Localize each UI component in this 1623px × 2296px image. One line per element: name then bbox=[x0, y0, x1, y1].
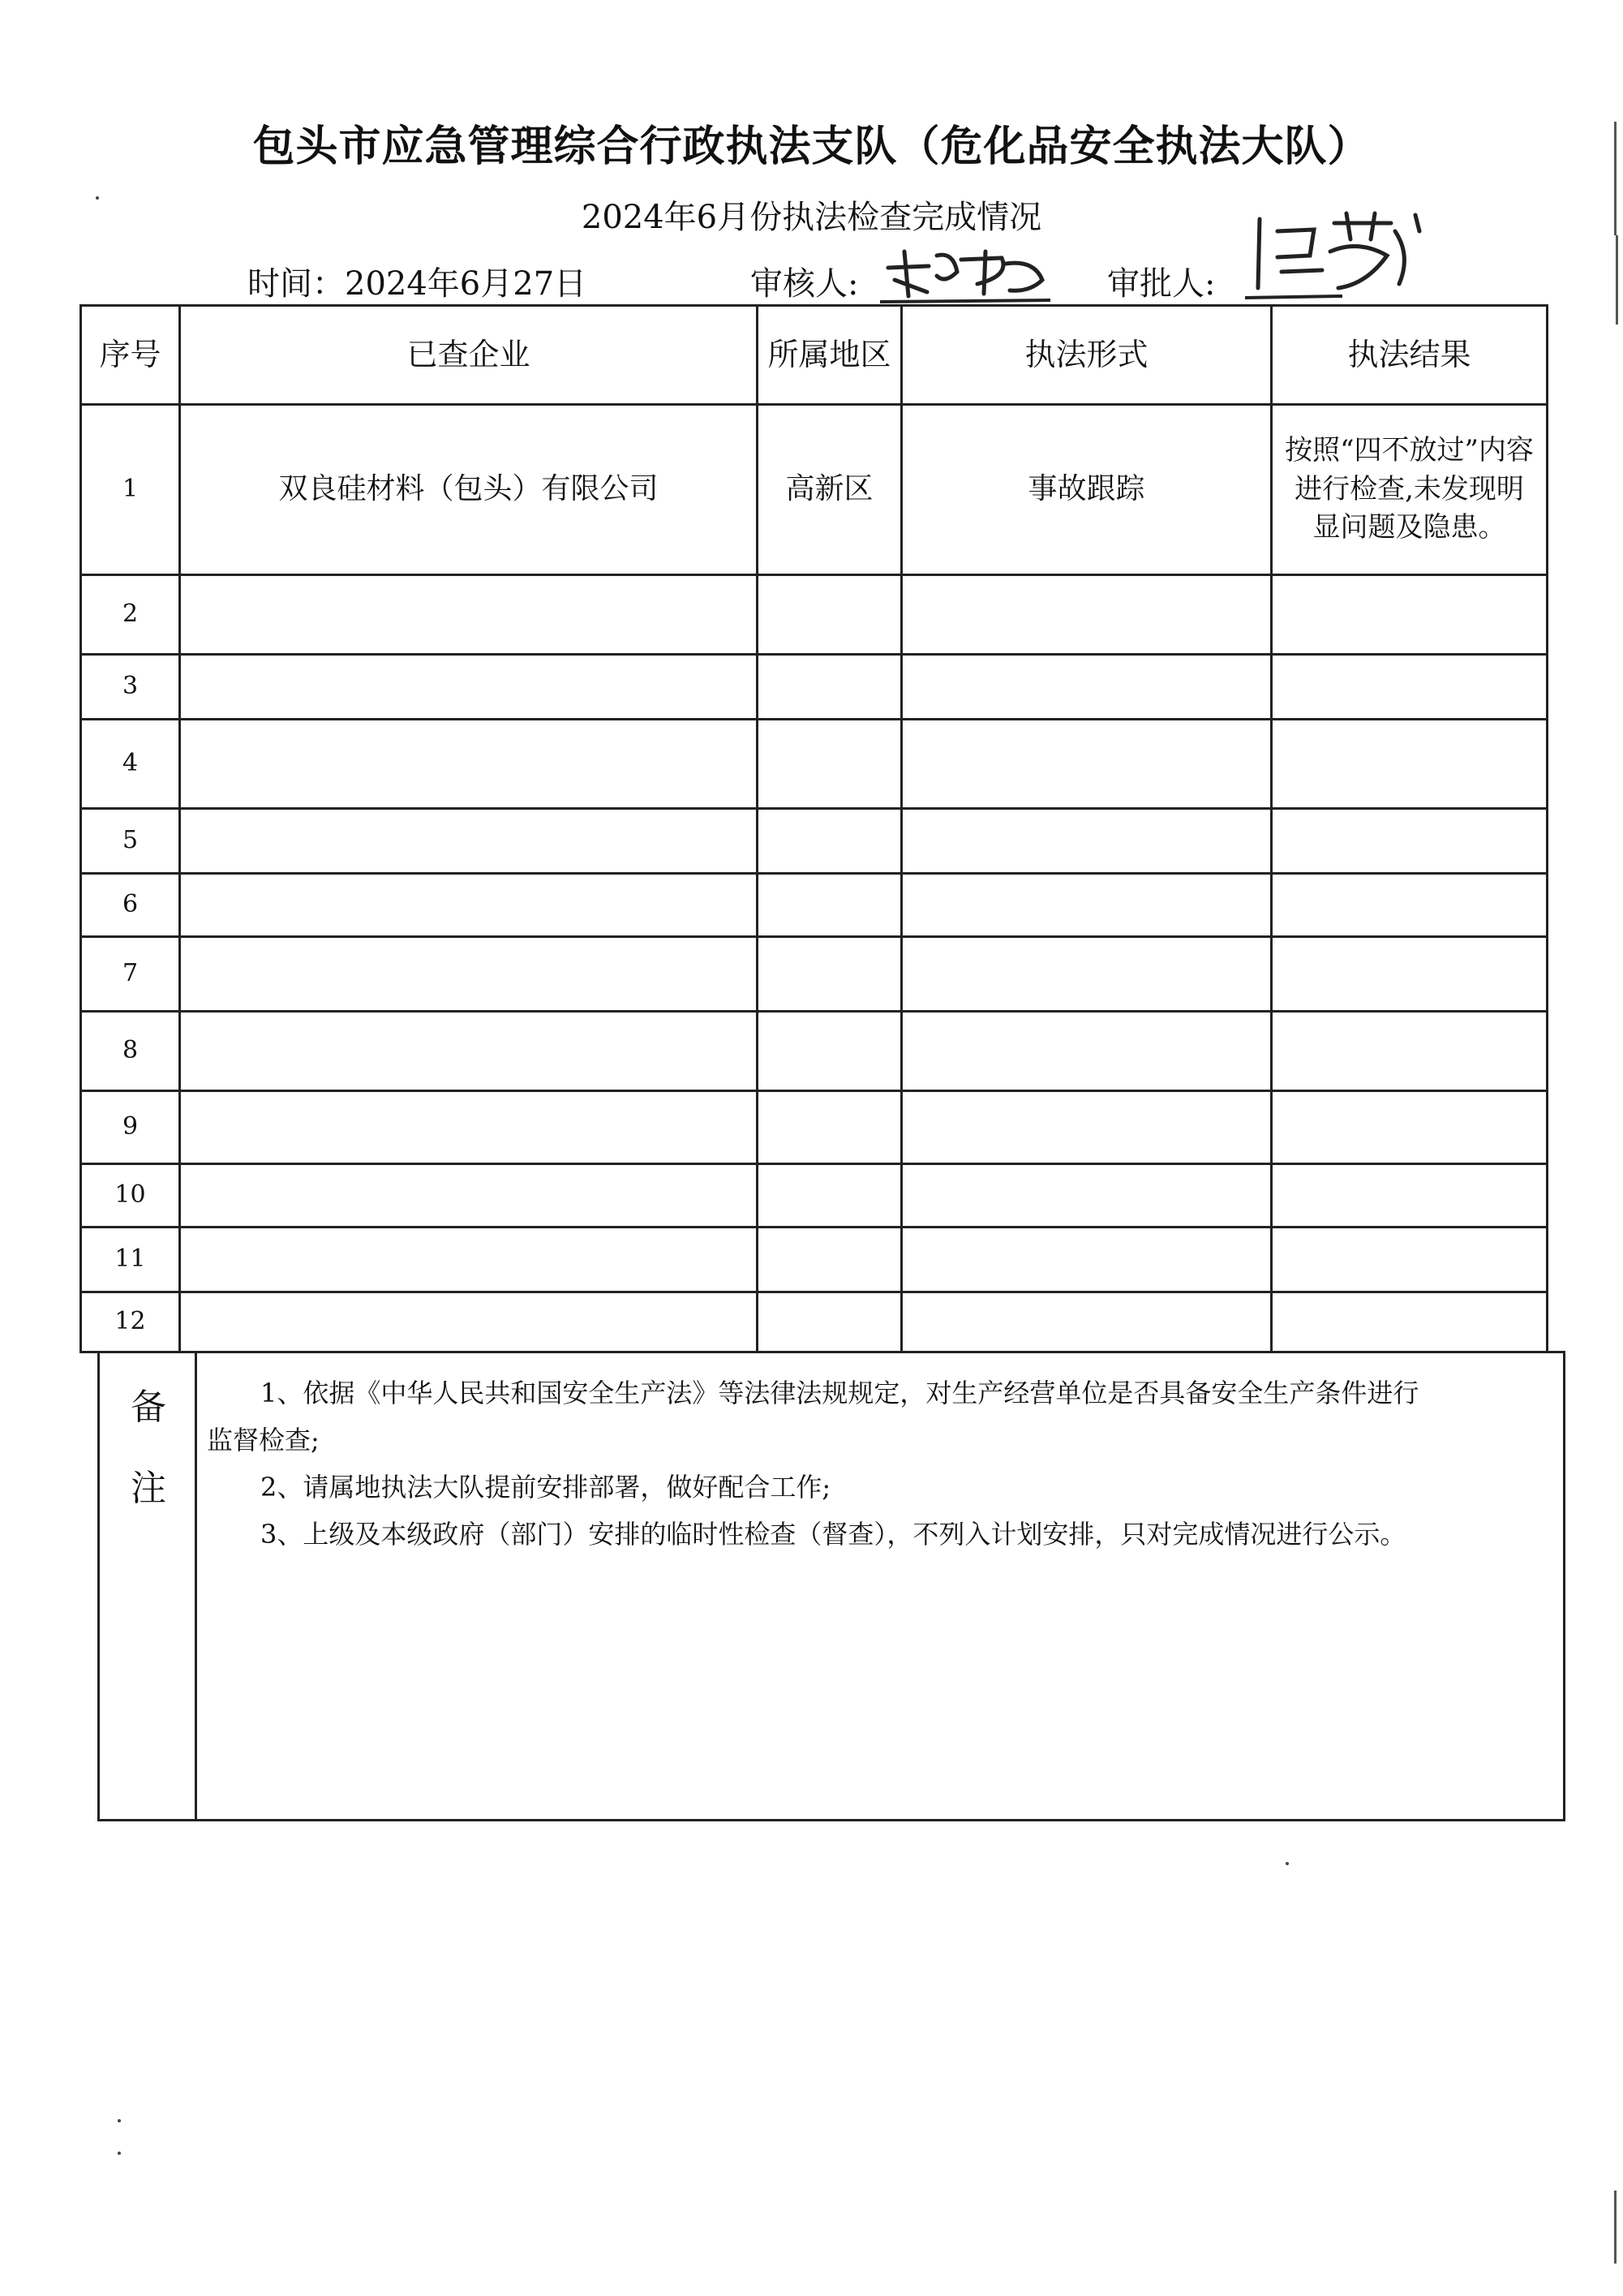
cell-form bbox=[902, 809, 1272, 874]
cell-seq: 1 bbox=[81, 405, 180, 575]
scan-edge-mark bbox=[1614, 2191, 1617, 2264]
cell-region bbox=[758, 874, 902, 937]
table-row bbox=[81, 809, 1548, 874]
cell-form bbox=[902, 720, 1272, 809]
cell-form bbox=[902, 937, 1272, 1012]
header-region: 所属地区 bbox=[758, 306, 902, 405]
cell-result bbox=[1272, 720, 1548, 809]
table-row bbox=[81, 937, 1548, 1012]
cell-seq: 3 bbox=[81, 655, 180, 720]
cell-seq: 2 bbox=[81, 575, 180, 655]
cell-region bbox=[758, 1091, 902, 1164]
table-row bbox=[81, 1164, 1548, 1228]
cell-region bbox=[758, 575, 902, 655]
approver-signature bbox=[1245, 207, 1432, 304]
notes-body bbox=[207, 1369, 1553, 1558]
cell-result bbox=[1272, 1228, 1548, 1292]
header-result: 执法结果 bbox=[1272, 306, 1548, 405]
cell-result bbox=[1272, 1091, 1548, 1164]
cell-company bbox=[180, 1012, 758, 1091]
cell-form bbox=[902, 874, 1272, 937]
cell-company bbox=[180, 1164, 758, 1228]
scan-edge-mark bbox=[1614, 122, 1617, 235]
cell-result: 按照“四不放过”内容进行检查,未发现明显问题及隐患。 bbox=[1272, 405, 1548, 575]
cell-company bbox=[180, 1091, 758, 1164]
cell-seq: 4 bbox=[81, 720, 180, 809]
cell-company bbox=[180, 1292, 758, 1352]
cell-seq: 9 bbox=[81, 1091, 180, 1164]
scan-speck bbox=[118, 2119, 121, 2122]
cell-result bbox=[1272, 575, 1548, 655]
cell-company bbox=[180, 575, 758, 655]
cell-company bbox=[180, 809, 758, 874]
cell-seq: 5 bbox=[81, 809, 180, 874]
cell-result bbox=[1272, 937, 1548, 1012]
cell-company bbox=[180, 937, 758, 1012]
cell-result bbox=[1272, 655, 1548, 720]
cell-form bbox=[902, 1228, 1272, 1292]
cell-region bbox=[758, 1164, 902, 1228]
cell-form bbox=[902, 1164, 1272, 1228]
cell-region bbox=[758, 809, 902, 874]
cell-region bbox=[758, 1228, 902, 1292]
cell-seq: 10 bbox=[81, 1164, 180, 1228]
table-row bbox=[81, 575, 1548, 655]
approver-label: 审批人: bbox=[1107, 265, 1216, 303]
reviewer-signature bbox=[880, 235, 1058, 308]
header-form: 执法形式 bbox=[902, 306, 1272, 405]
table-row bbox=[81, 874, 1548, 937]
scan-speck bbox=[96, 196, 99, 200]
table-row bbox=[81, 1012, 1548, 1091]
note-item-3: 3、上级及本级政府（部门）安排的临时性检查（督查），不列入计划安排，只对完成情况进行公示。 bbox=[260, 1519, 1406, 1550]
reviewer-label: 审核人: bbox=[750, 265, 859, 303]
cell-form bbox=[902, 575, 1272, 655]
cell-seq: 6 bbox=[81, 874, 180, 937]
cell-seq: 8 bbox=[81, 1012, 180, 1091]
note-item-1: 1、依据《中华人民共和国安全生产法》等法律法规规定，对生产经营单位是否具备安全生产条件进行 bbox=[260, 1378, 1419, 1408]
cell-region bbox=[758, 1012, 902, 1091]
cell-seq: 11 bbox=[81, 1228, 180, 1292]
cell-form bbox=[902, 1091, 1272, 1164]
cell-result bbox=[1272, 1012, 1548, 1091]
scan-speck bbox=[118, 2152, 121, 2155]
cell-region bbox=[758, 655, 902, 720]
table-header-row bbox=[81, 306, 1548, 405]
inspection-date: 时间：2024年6月27日 bbox=[247, 265, 587, 303]
cell-result bbox=[1272, 809, 1548, 874]
cell-seq: 12 bbox=[81, 1292, 180, 1352]
cell-form bbox=[902, 1012, 1272, 1091]
cell-form bbox=[902, 655, 1272, 720]
cell-seq: 7 bbox=[81, 937, 180, 1012]
cell-region bbox=[758, 1292, 902, 1352]
table-row bbox=[81, 655, 1548, 720]
document-title: 包头市应急管理综合行政执法支队（危化品安全执法大队） bbox=[252, 123, 1371, 171]
cell-company bbox=[180, 720, 758, 809]
notes-section bbox=[97, 1351, 1565, 1821]
cell-form: 事故跟踪 bbox=[902, 405, 1272, 575]
table-row bbox=[81, 1292, 1548, 1352]
header-company: 已查企业 bbox=[180, 306, 758, 405]
inspection-table bbox=[79, 304, 1548, 1353]
note-item-1-continued: 监督检查; bbox=[207, 1425, 320, 1455]
cell-region: 高新区 bbox=[758, 405, 902, 575]
document-subtitle: 2024年6月份执法检查完成情况 bbox=[581, 199, 1042, 236]
notes-label bbox=[100, 1353, 197, 1819]
notes-label-char-2: 注 bbox=[131, 1468, 166, 1509]
scan-speck bbox=[1286, 1862, 1289, 1865]
cell-company: 双良硅材料（包头）有限公司 bbox=[180, 405, 758, 575]
table-row bbox=[81, 1228, 1548, 1292]
note-item-2: 2、请属地执法大队提前安排部署，做好配合工作; bbox=[260, 1472, 831, 1503]
cell-result bbox=[1272, 1292, 1548, 1352]
table-row bbox=[81, 1091, 1548, 1164]
cell-result bbox=[1272, 874, 1548, 937]
cell-form bbox=[902, 1292, 1272, 1352]
cell-region bbox=[758, 937, 902, 1012]
cell-region bbox=[758, 720, 902, 809]
table-row bbox=[81, 720, 1548, 809]
cell-company bbox=[180, 1228, 758, 1292]
cell-company bbox=[180, 655, 758, 720]
cell-company bbox=[180, 874, 758, 937]
header-seq: 序号 bbox=[81, 306, 180, 405]
cell-result bbox=[1272, 1164, 1548, 1228]
notes-label-char-1: 备 bbox=[131, 1387, 166, 1428]
scan-edge-mark bbox=[1616, 235, 1618, 325]
table-row bbox=[81, 405, 1548, 575]
